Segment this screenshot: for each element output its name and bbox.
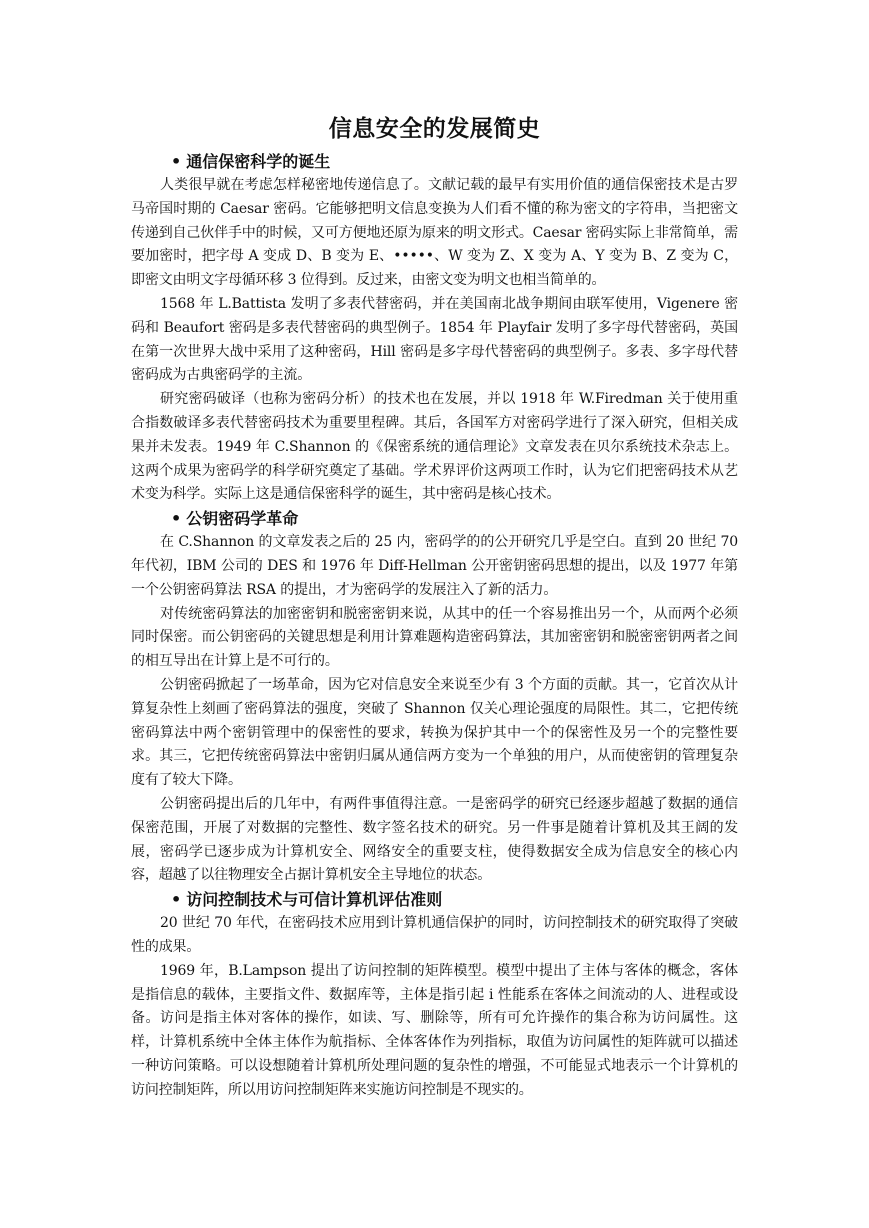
section-heading-text: 访问控制技术与可信计算机评估准则: [186, 890, 443, 910]
paragraph: 20 世纪 70 年代，在密码技术应用到计算机通信保护的同时，访问控制技术的研究取得了突破性的成果。: [131, 915, 738, 955]
bullet-icon: •: [171, 509, 182, 529]
bullet-icon: •: [171, 152, 182, 171]
paragraph: 1568 年 L.Battista 发明了多表代替密码，并在美国南北战争期间由联军使用，Vigenere 密码和 Beaufort 密码是多表代替密码的典型例子。1854 年 Playfair 发明了多字母代替密码，英国在第一次世界大战中采用了这种密码，Hill 密码是多字母代替密码的典型例子。多表、多字母代替密码成为古典密码学的主流。: [131, 295, 738, 384]
section-heading: [131, 888, 738, 912]
paragraph: 人类很早就在考虑怎样秘密地传递信息了。文献记载的最早有实用价值的通信保密技术是古罗马帝国时期的 Caesar 密码。它能够把明文信息变换为人们看不懂的称为密文的字符串，当把密文传递到自己伙伴手中的时候，又可方便地还原为原来的明文形式。Caesar 密码实际上非常简单，需要加密时，把字母 A 变成 D、B 变为 E、•••••、W 变为 Z、X 变为 A、Y 变为 B、Z 变为 C，即密文由明文字母循环移 3 位得到。反过来，由密文变为明文也相当简单的。: [131, 177, 738, 289]
section-access-control: [131, 888, 738, 1102]
paragraph: 公钥密码掀起了一场革命，因为它对信息安全来说至少有 3 个方面的贡献。其一，它首次从计算复杂性上刻画了密码算法的强度，突破了 Shannon 仅关心理论强度的局限性。其二，它把传统密码算法中两个密钥管理中的保密性的要求，转换为保护其中一个的保密性及另一个的完整性要求。其三，它把传统密码算法中密钥归属从通信两方变为一个单独的用户，从而使密钥的管理复杂度有了较大下降。: [131, 676, 738, 789]
section-heading-text: 通信保密科学的诞生: [186, 152, 331, 171]
paragraph: 1969 年，B.Lampson 提出了访问控制的矩阵模型。模型中提出了主体与客体的概念，客体是指信息的载体，主要指文件、数据库等，主体是指引起 i 性能系在客体之间流动的人、进程或设备。访问是指主体对客体的操作，如读、写、删除等，所有可允许操作的集合称为访问属性。这样，计算机系统中全体主体作为航指标、全体客体作为列指标，取值为访问属性的矩阵就可以描述一种访问策略。可以设想随着计算机所处理问题的复杂性的增强，不可能显式地表示一个计算机的访问控制矩阵，所以用访问控制矩阵来实施访问控制是不现实的。: [131, 962, 738, 1098]
section-heading-text: 公钥密码学革命: [186, 509, 299, 529]
bullet-icon: •: [171, 890, 182, 910]
section-birth-of-secure-communication: [131, 150, 738, 507]
paragraph: 公钥密码提出后的几年中，有两件事值得注意。一是密码学的研究已经逐步超越了数据的通信保密范围，开展了对数据的完整性、数字签名技术的研究。另一件事是随着计算机及其王阔的发展，密码学已逐步成为计算机安全、网络安全的重要支柱，使得数据安全成为信息安全的核心内容，超越了以往物理安全占据计算机安全主导地位的状态。: [131, 795, 738, 884]
document-title: 信息安全的发展简史: [328, 116, 541, 142]
section-heading: [131, 507, 738, 531]
paragraph: 研究密码破译（也称为密码分析）的技术也在发展，并以 1918 年 W.Firedman 关于使用重合指数破译多表代替密码技术为重要里程碑。其后，各国军方对密码学进行了深入研究，但相关成果并未发表。1949 年 C.Shannon 的《保密系统的通信理论》文章发表在贝尔系统技术杂志上。这两个成果为密码学的科学研究奠定了基础。学术界评价这两项工作时，认为它们把密码技术从艺术变为科学。实际上这是通信保密科学的诞生，其中密码是核心技术。: [131, 391, 738, 503]
section-public-key-revolution: [131, 507, 738, 888]
section-heading: [131, 150, 738, 174]
paragraph: 在 C.Shannon 的文章发表之后的 25 内，密码学的的公开研究几乎是空白。直到 20 世纪 70 年代初，IBM 公司的 DES 和 1976 年 Diff-Hellman 公开密钥密码思想的提出，以及 1977 年第一个公钥密码算法 RSA 的提出，才为密码学的发展注入了新的活力。: [131, 534, 738, 598]
document-page: [131, 114, 738, 1102]
paragraph: 对传统密码算法的加密密钥和脱密密钥来说，从其中的任一个容易推出另一个，从而两个必须同时保密。而公钥密码的关键思想是利用计算难题构造密码算法，其加密密钥和脱密密钥两者之间的相互导出在计算上是不可行的。: [131, 605, 738, 670]
